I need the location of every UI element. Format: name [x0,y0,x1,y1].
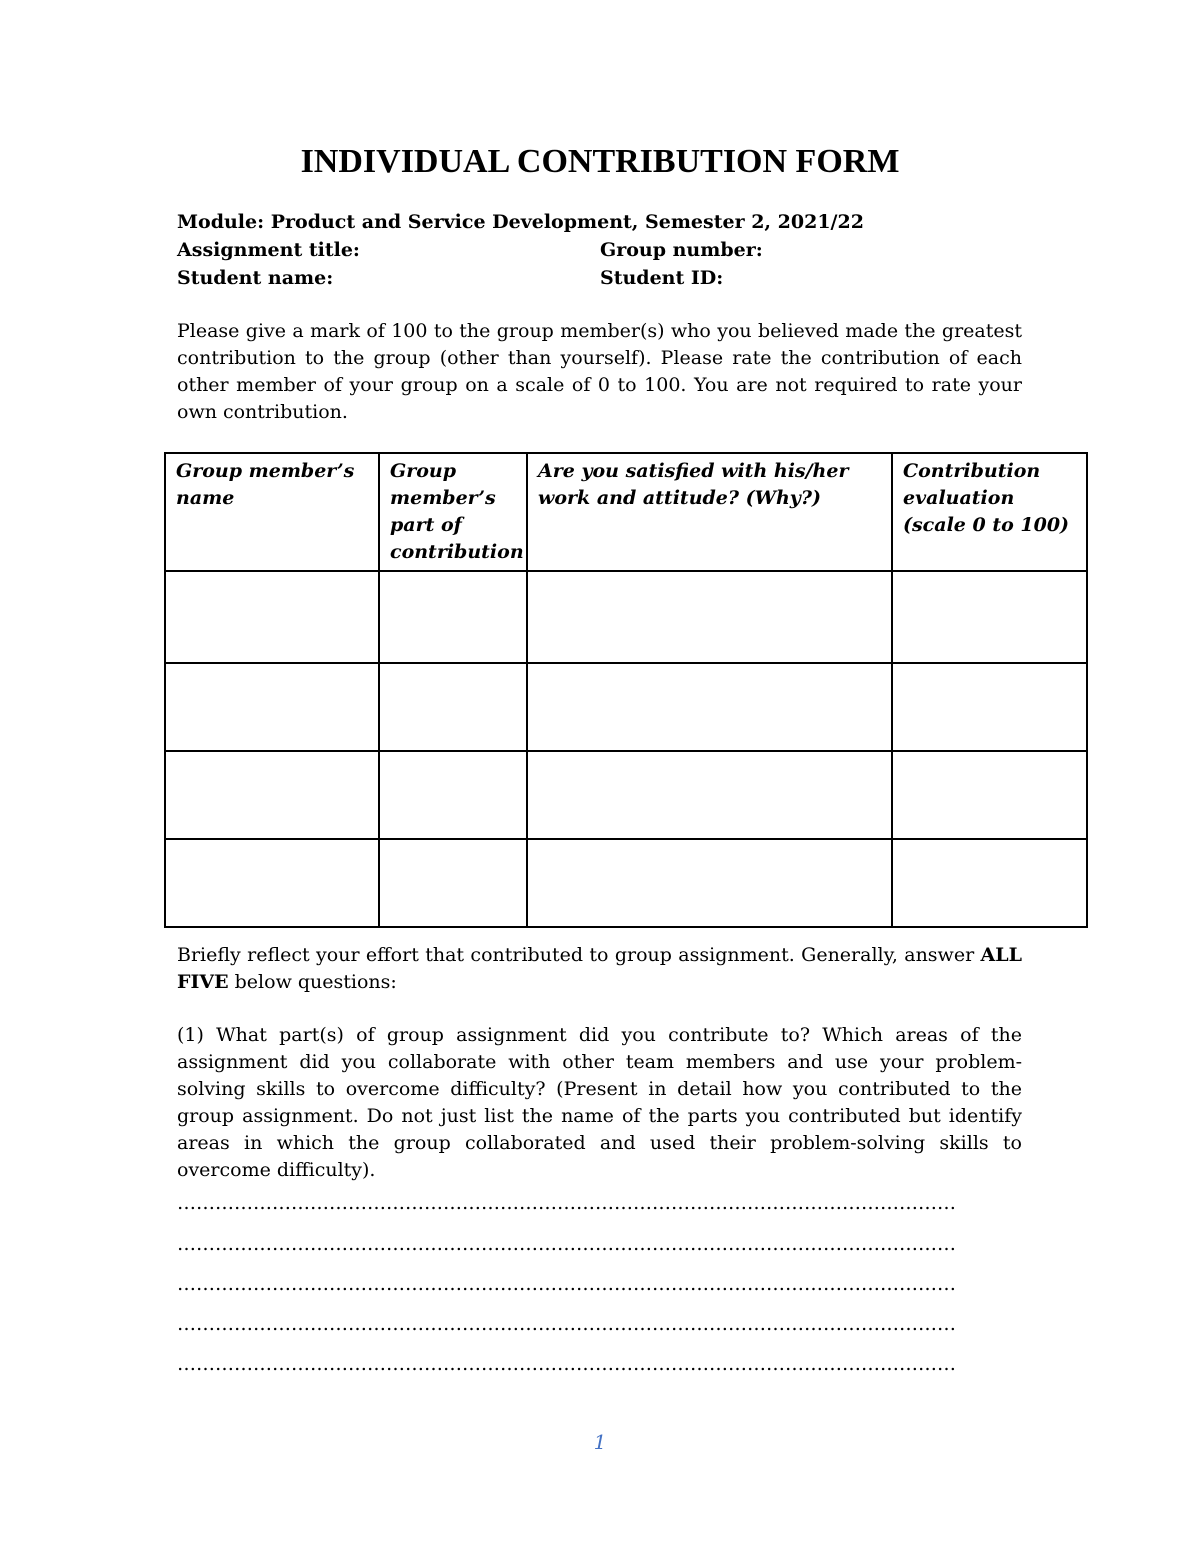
reflection-text-before: Briefly reflect your effort that contributed to group assignment. Generally, answer [177,944,981,966]
assignment-title-label: Assignment title: [177,239,360,261]
cell-evaluation[interactable] [892,571,1087,663]
intro-instructions: Please give a mark of 100 to the group member(s) who you believed made the greatest contribution to the group (other than yourself). Please rate the contribution of each other member of your group on a scale of 0 to 100. You are not required to rate your own contribution. [177,320,1022,423]
cell-evaluation[interactable] [892,839,1087,927]
cell-member-name[interactable] [165,839,379,927]
form-title: INDIVIDUAL CONTRIBUTION FORM [300,143,900,180]
cell-satisfaction[interactable] [527,663,892,751]
cell-satisfaction[interactable] [527,571,892,663]
reflection-instructions [177,942,1022,996]
answer-line[interactable]: …………………………………………………………………………………………………………… [177,1354,956,1374]
cell-member-name[interactable] [165,571,379,663]
group-number-label: Group number: [600,239,763,261]
cell-part-of-contribution[interactable] [379,839,527,927]
question-1: (1) What part(s) of group assignment did you contribute to? Which areas of the assignment did you collaborate with other team members and use your problem-solving skills to overcome difficulty? (Present in detail how you contributed to the group assignment. Do not just list the name of the parts you contributed but identify areas in which the group collaborated and used their problem-solving skills to overcome difficulty). [177,1024,1022,1181]
table-row [165,751,1087,839]
cell-satisfaction[interactable] [527,839,892,927]
cell-part-of-contribution[interactable] [379,663,527,751]
cell-evaluation[interactable] [892,751,1087,839]
answer-line[interactable]: …………………………………………………………………………………………………………… [177,1274,956,1294]
cell-member-name[interactable] [165,751,379,839]
header-satisfaction: Are you satisfied with his/her work and attitude? (Why?) [527,453,892,571]
assignment-row [177,236,1027,264]
header-part-of-contribution: Group member’s part of contribution [379,453,527,571]
contribution-table [164,452,1088,928]
module-label: Module: Product and Service Development, Semester 2, 2021/22 [177,211,864,233]
table-header-row [165,453,1087,571]
cell-satisfaction[interactable] [527,751,892,839]
table-row [165,571,1087,663]
cell-part-of-contribution[interactable] [379,751,527,839]
answer-line[interactable]: …………………………………………………………………………………………………………… [177,1234,956,1254]
student-id-label: Student ID: [600,267,724,289]
reflection-emphasis: ALL FIVE [177,944,1022,993]
table-row [165,663,1087,751]
cell-evaluation[interactable] [892,663,1087,751]
answer-line[interactable]: …………………………………………………………………………………………………………… [177,1314,956,1334]
module-row [177,208,1027,236]
reflection-text-after: below questions: [228,971,397,993]
table-row [165,839,1087,927]
form-meta [177,208,1027,292]
header-evaluation: Contribution evaluation (scale 0 to 100) [892,453,1087,571]
header-member-name: Group member’s name [165,453,379,571]
page-number: 1 [593,1430,607,1454]
student-row [177,264,1027,292]
cell-part-of-contribution[interactable] [379,571,527,663]
answer-line[interactable]: …………………………………………………………………………………………………………… [177,1193,956,1213]
cell-member-name[interactable] [165,663,379,751]
student-name-label: Student name: [177,267,334,289]
